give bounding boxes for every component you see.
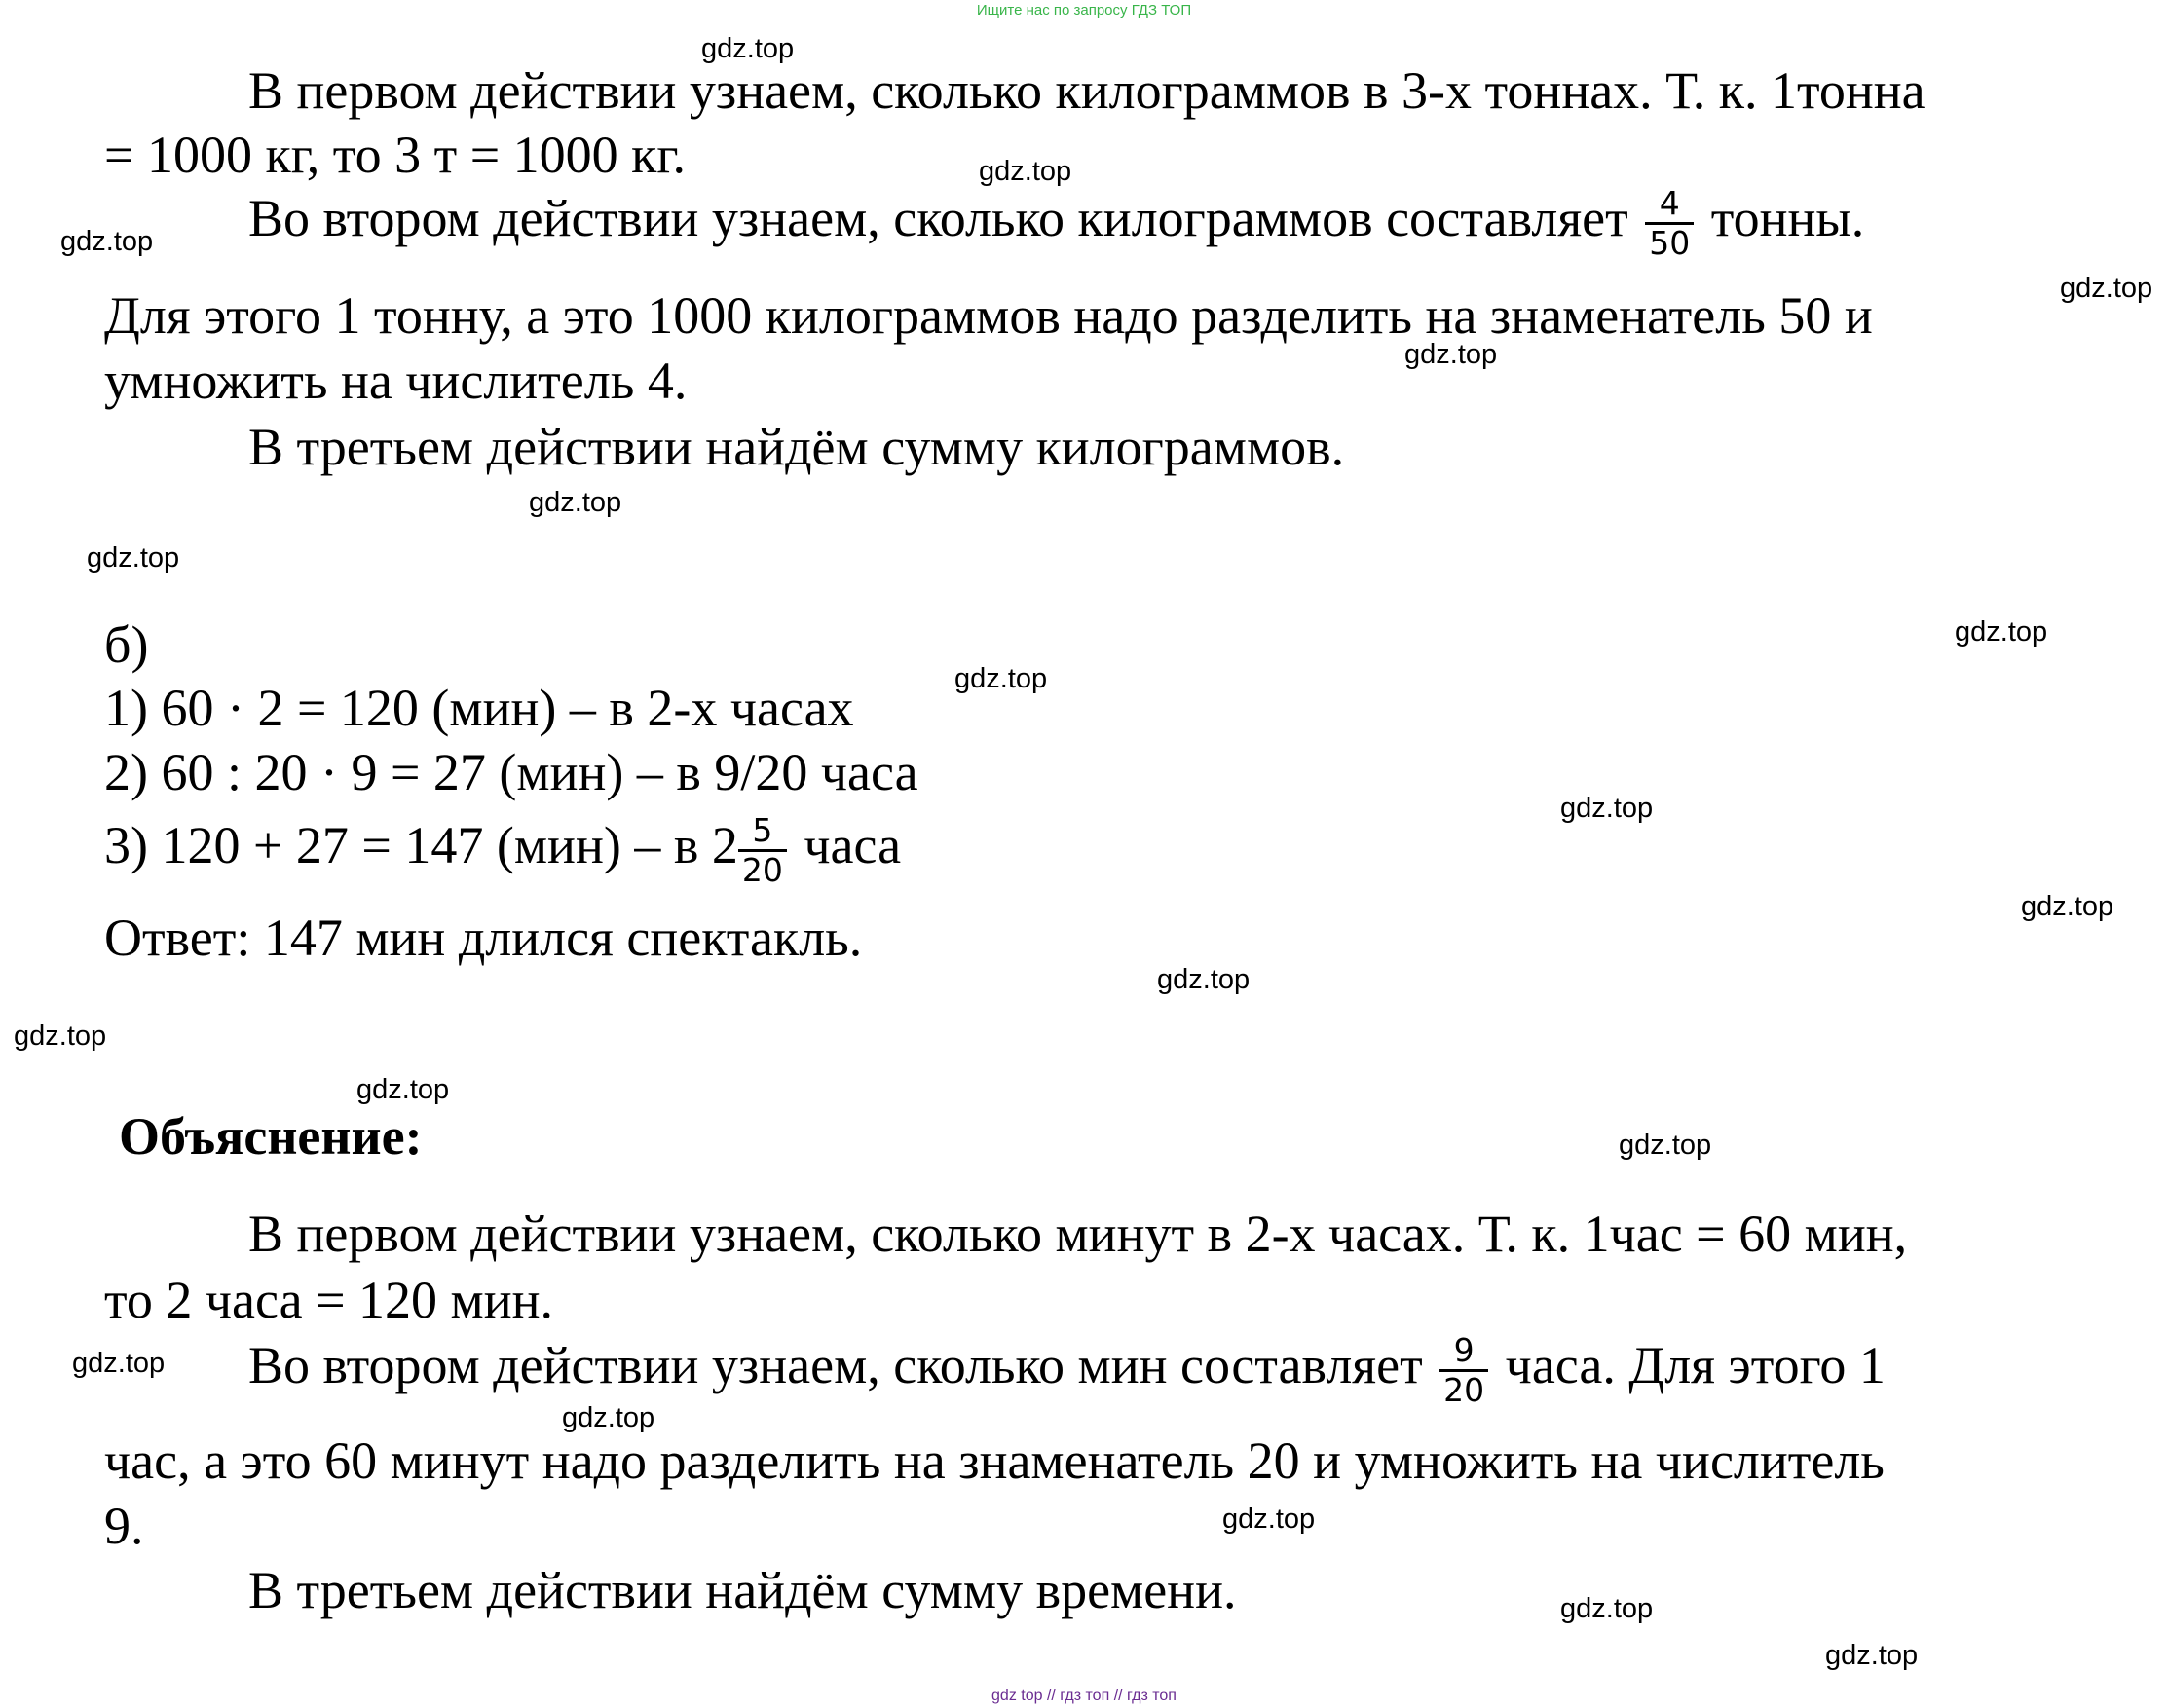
fraction-denominator: 50 xyxy=(1649,223,1691,262)
watermark: gdz.top xyxy=(701,33,795,64)
watermark: gdz.top xyxy=(14,1021,107,1052)
fraction-5-20 xyxy=(738,812,787,889)
part-a-paragraph-1-line-2: = 1000 кг, то 3 т = 1000 кг. xyxy=(104,126,686,184)
watermark: gdz.top xyxy=(1157,964,1251,995)
watermark: gdz.top xyxy=(72,1348,166,1379)
part-b-step-3 xyxy=(104,812,901,889)
watermark: gdz.top xyxy=(1619,1130,1712,1161)
watermark: gdz.top xyxy=(356,1074,450,1105)
part-a-paragraph-3: В третьем действии найдём сумму килограммов. xyxy=(248,418,1345,476)
part-b-step-3-text-end: часа xyxy=(804,815,902,874)
watermark: gdz.top xyxy=(1955,616,2048,648)
explanation-paragraph-2-line-2: час, а это 60 минут надо разделить на знаменатель 20 и умножить на числитель xyxy=(104,1431,1885,1490)
watermark: gdz.top xyxy=(87,542,180,574)
watermark: gdz.top xyxy=(1222,1504,1316,1535)
top-banner[interactable]: Ищите нас по запросу ГДЗ ТОП xyxy=(976,2,1192,19)
fraction-denominator: 20 xyxy=(1443,1370,1485,1409)
watermark: gdz.top xyxy=(1404,339,1498,370)
watermark: gdz.top xyxy=(529,487,622,518)
explanation-paragraph-2-text-end: часа. Для этого 1 xyxy=(1505,1335,1886,1394)
part-b-step-1: 1) 60 · 2 = 120 (мин) – в 2-х часах xyxy=(104,679,854,737)
watermark: gdz.top xyxy=(562,1402,655,1433)
watermark: gdz.top xyxy=(2021,891,2114,922)
fraction-numerator: 9 xyxy=(1439,1332,1488,1372)
watermark: gdz.top xyxy=(1825,1640,1919,1671)
part-b-label: б) xyxy=(104,615,149,674)
watermark: gdz.top xyxy=(2060,273,2153,304)
part-b-step-3-text: 3) 120 + 27 = 147 (мин) – в 2 xyxy=(104,815,738,874)
watermark: gdz.top xyxy=(1560,793,1654,824)
explanation-paragraph-2-line-3: 9. xyxy=(104,1497,144,1555)
part-a-paragraph-2-line-3: умножить на числитель 4. xyxy=(104,352,688,410)
watermark: gdz.top xyxy=(60,226,154,257)
explanation-paragraph-1-line-2: то 2 часа = 120 мин. xyxy=(104,1271,554,1329)
part-a-paragraph-1-line-1: В первом действии узнаем, сколько килограммов в 3-х тоннах. Т. к. 1тонна xyxy=(248,61,1925,120)
part-b-answer: Ответ: 147 мин длился спектакль. xyxy=(104,909,863,967)
explanation-paragraph-2-line-1 xyxy=(248,1332,1886,1409)
explanation-paragraph-1-line-1: В первом действии узнаем, сколько минут в 2-х часах. Т. к. 1час = 60 мин, xyxy=(248,1205,1908,1263)
watermark: gdz.top xyxy=(1560,1593,1654,1624)
explanation-paragraph-2-text: Во втором действии узнаем, сколько мин составляет xyxy=(248,1335,1423,1394)
fraction-9-20 xyxy=(1439,1332,1488,1409)
part-a-paragraph-2-text: Во втором действии узнаем, сколько килограммов составляет xyxy=(248,188,1628,247)
fraction-numerator: 5 xyxy=(738,812,787,852)
fraction-4-50 xyxy=(1645,185,1694,262)
explanation-paragraph-3: В третьем действии найдём сумму времени. xyxy=(248,1561,1237,1619)
watermark: gdz.top xyxy=(979,156,1072,187)
explanation-heading: Объяснение: xyxy=(119,1107,423,1166)
part-a-paragraph-2-text-end: тонны. xyxy=(1710,188,1865,247)
part-b-step-2: 2) 60 : 20 · 9 = 27 (мин) – в 9/20 часа xyxy=(104,743,918,801)
fraction-numerator: 4 xyxy=(1645,185,1694,225)
footer-links[interactable]: gdz top // гдз топ // гдз топ xyxy=(991,1688,1177,1704)
watermark: gdz.top xyxy=(954,663,1048,694)
part-a-paragraph-2-line-2: Для этого 1 тонну, а это 1000 килограммов надо разделить на знаменатель 50 и xyxy=(104,286,1873,345)
fraction-denominator: 20 xyxy=(741,850,783,889)
part-a-paragraph-2-line-1 xyxy=(248,185,1864,262)
